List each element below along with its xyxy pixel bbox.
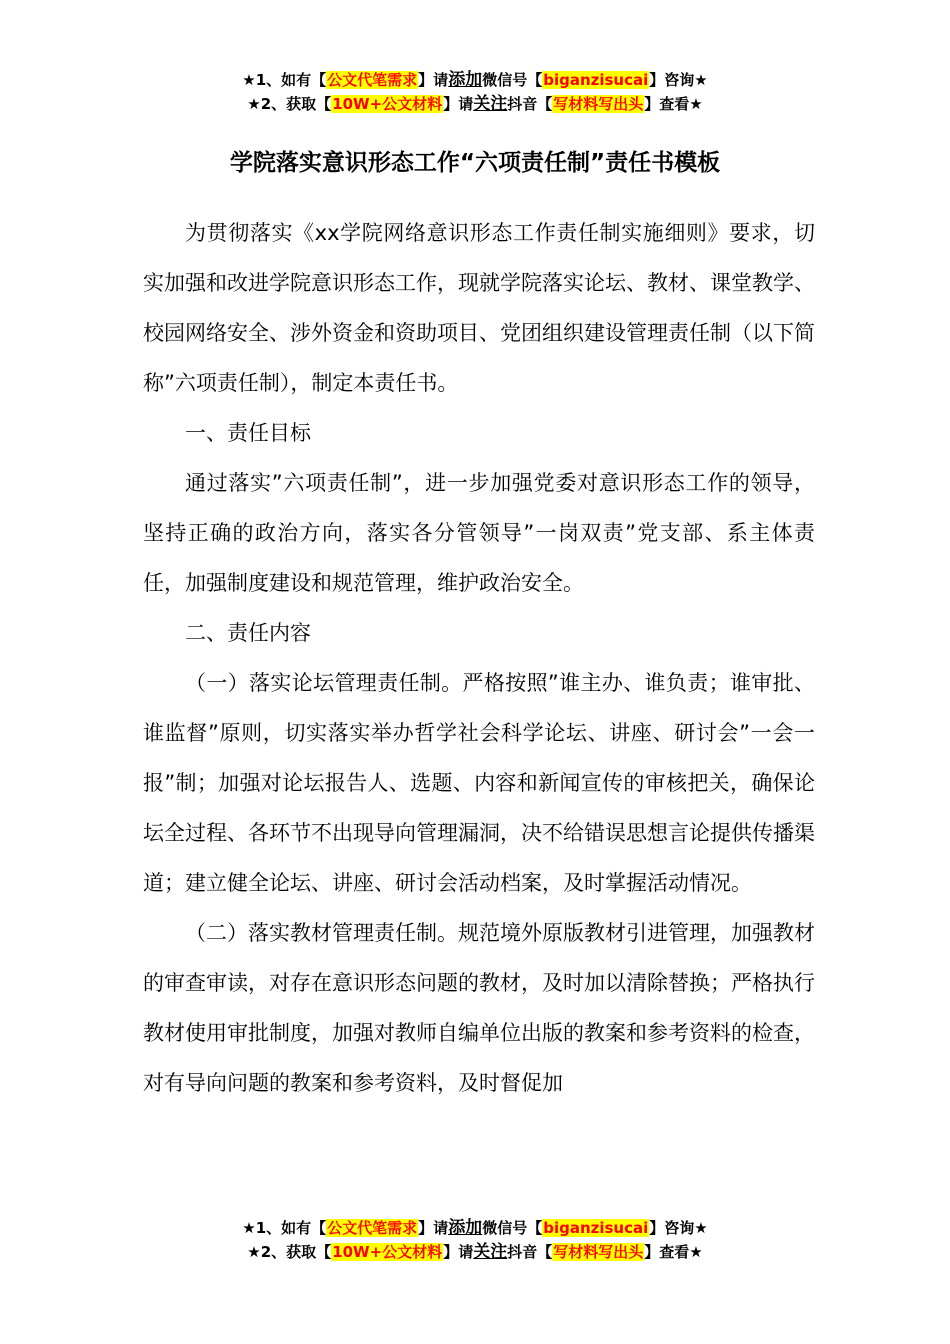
promo-text: ★1、如有【 (242, 71, 327, 89)
promo-highlight: biganzisucai (543, 1219, 649, 1237)
promo-text: 】请 (418, 71, 449, 89)
promo-text: 】请 (443, 1243, 474, 1261)
section-heading-goal: 一、责任目标 (185, 421, 311, 445)
promo-emphasis: 关注 (473, 94, 508, 114)
promo-highlight: 公文代笔需求 (327, 71, 418, 89)
promo-emphasis: 关注 (473, 1242, 508, 1262)
promo-emphasis: 添加 (448, 70, 483, 90)
bottom-promo-banner (0, 1216, 950, 1264)
document-body (143, 208, 815, 1108)
promo-highlight: 写材料写出头 (553, 95, 644, 113)
promo-text: 】咨询★ (649, 71, 708, 89)
promo-text: ★2、获取【 (247, 1243, 332, 1261)
promo-line-1 (0, 68, 950, 92)
promo-highlight: 写材料写出头 (553, 1243, 644, 1261)
section-heading-content: 二、责任内容 (185, 621, 311, 645)
promo-line-2 (0, 1240, 950, 1264)
promo-text: 】咨询★ (649, 1219, 708, 1237)
paragraph-forum: （一）落实论坛管理责任制。严格按照”谁主办、谁负责；谁审批、谁监督”原则，切实落实举办哲学社会科学论坛、讲座、研讨会”一会一报”制；加强对论坛报告人、选题、内容和新闻宣传的审核把关，确保论坛全过程、各环节不出现导向管理漏洞，决不给错误思想言论提供传播渠道；建立健全论坛、讲座、研讨会活动档案，及时掌握活动情况。 (143, 671, 815, 895)
promo-highlight: biganzisucai (543, 71, 649, 89)
promo-text: 微信号【 (482, 71, 543, 89)
promo-text: 抖音【 (507, 1243, 553, 1261)
paragraph-textbook: （二）落实教材管理责任制。规范境外原版教材引进管理，加强教材的审查审读，对存在意识形态问题的教材，及时加以清除替换；严格执行教材使用审批制度，加强对教师自编单位出版的教案和参考资料的检查，对有导向问题的教案和参考资料，及时督促加 (143, 921, 815, 1095)
promo-emphasis: 添加 (448, 1218, 483, 1238)
top-promo-banner (0, 68, 950, 116)
promo-text: 】查看★ (644, 1243, 703, 1261)
promo-line-2 (0, 92, 950, 116)
promo-text: 】请 (443, 95, 474, 113)
promo-highlight: 10W+公文材料 (332, 95, 443, 113)
document-title: 学院落实意识形态工作“六项责任制”责任书模板 (229, 150, 721, 176)
promo-highlight: 10W+公文材料 (332, 1243, 443, 1261)
promo-text: 微信号【 (482, 1219, 543, 1237)
promo-line-1 (0, 1216, 950, 1240)
promo-text: ★1、如有【 (242, 1219, 327, 1237)
promo-text: 】请 (418, 1219, 449, 1237)
promo-text: 】查看★ (644, 95, 703, 113)
promo-highlight: 公文代笔需求 (327, 1219, 418, 1237)
paragraph-goal: 通过落实”六项责任制”，进一步加强党委对意识形态工作的领导，坚持正确的政治方向，落实各分管领导”一岗双责”党支部、系主体责任，加强制度建设和规范管理，维护政治安全。 (143, 471, 815, 595)
promo-text: ★2、获取【 (247, 95, 332, 113)
promo-text: 抖音【 (507, 95, 553, 113)
paragraph-intro: 为贯彻落实《xx学院网络意识形态工作责任制实施细则》要求，切实加强和改进学院意识形态工作，现就学院落实论坛、教材、课堂教学、校园网络安全、涉外资金和资助项目、党团组织建设管理责任制（以下简称”六项责任制），制定本责任书。 (143, 221, 815, 395)
